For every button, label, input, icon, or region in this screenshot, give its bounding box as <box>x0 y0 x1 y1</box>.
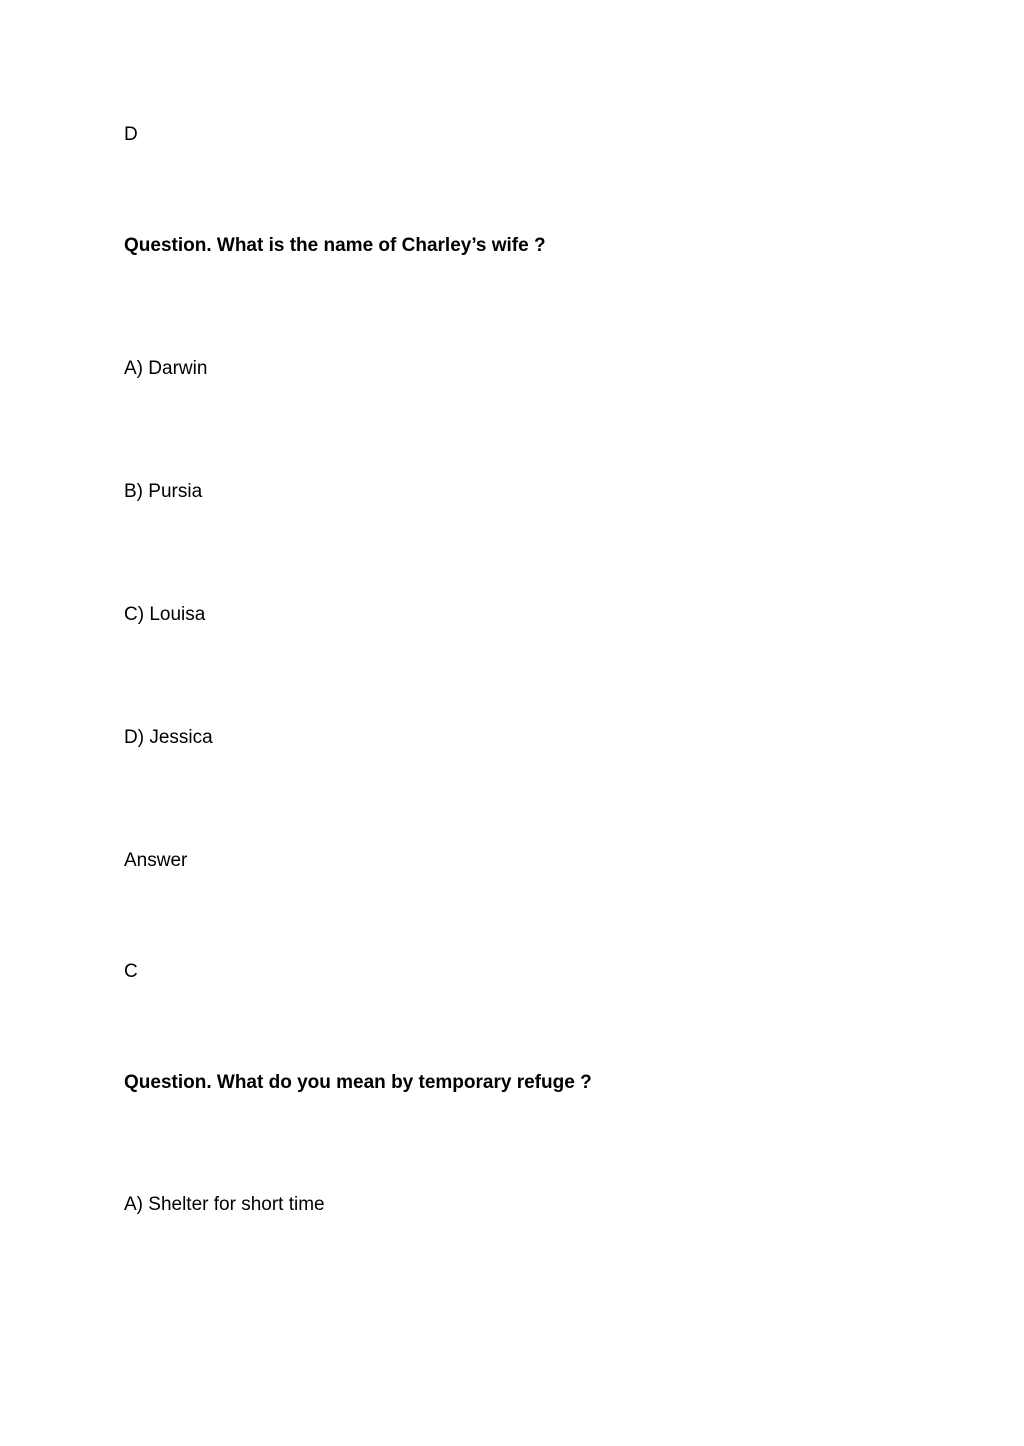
previous-answer-letter: D <box>124 124 138 145</box>
answer-letter: C <box>124 961 138 982</box>
question-heading: Question. What do you mean by temporary refuge ? <box>124 1072 592 1093</box>
option-a: A) Darwin <box>124 358 208 379</box>
option-b: B) Pursia <box>124 481 203 502</box>
answer-label: Answer <box>124 850 188 871</box>
option-a: A) Shelter for short time <box>124 1194 325 1215</box>
option-c: C) Louisa <box>124 604 206 625</box>
question-heading: Question. What is the name of Charley’s wife ? <box>124 235 546 256</box>
option-d: D) Jessica <box>124 727 213 748</box>
